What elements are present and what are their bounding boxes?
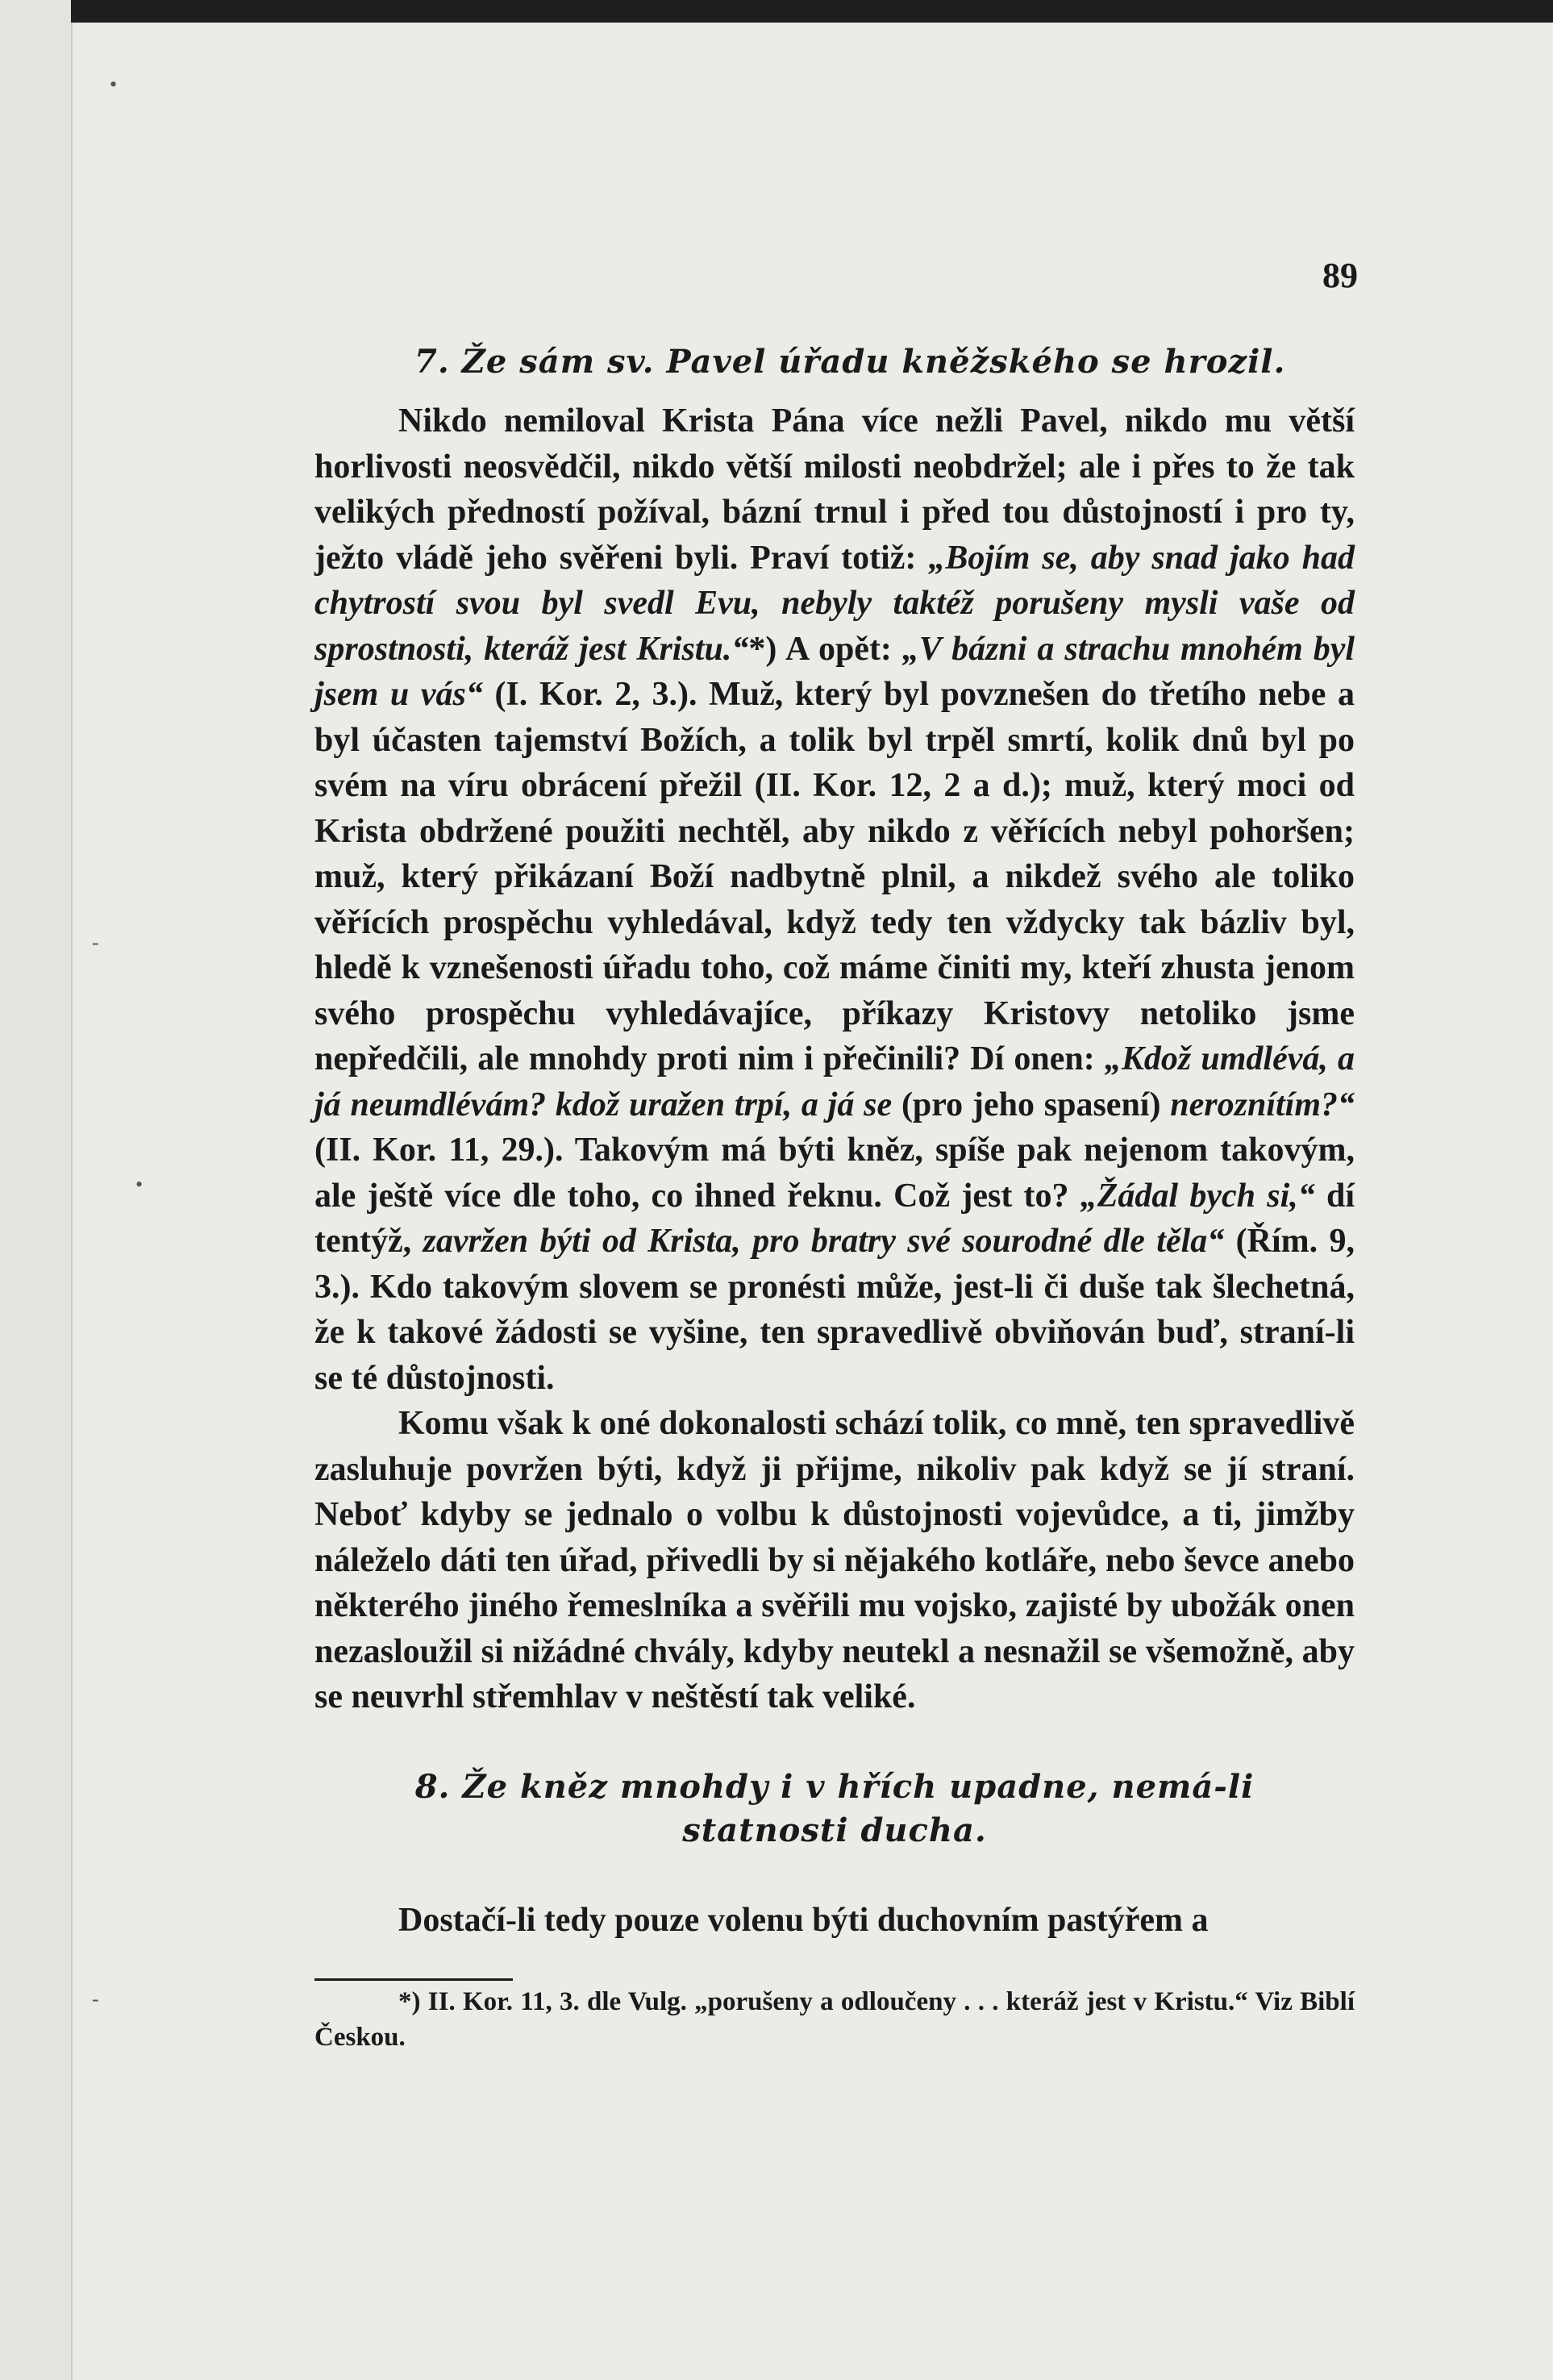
scan-speck: - [92, 1987, 99, 2011]
section-8-paragraph-1: Dostačí-li tedy pouze volenu býti duchovním pastýřem a [398, 1901, 1209, 1939]
body-text: (Řím. 9, 3.). Kdo takovým slovem se pronésti může, jest-li či duše tak šlechetná, že k takové žádosti se vyšine, ten spravedlivě obviňován buď, straní-li se té důstojnosti. [314, 1223, 1355, 1397]
previous-page-edge [0, 0, 71, 2380]
section-7-paragraph-1 [314, 398, 1355, 1401]
body-text: *) A opět: [748, 630, 902, 668]
scan-speck: • [135, 1173, 144, 1196]
page-number: 89 [1322, 256, 1358, 295]
body-text: dí tentýž, [314, 1177, 1355, 1260]
body-text: (II. Kor. 11, 29.). Takovým má býti kněz, spíše pak nejenom takovým, ale ještě více dle toho, co ihned řeknu. Což jest to? [314, 1132, 1355, 1215]
quotation-text: „Žádal bych si,“ [1080, 1177, 1315, 1215]
scan-speck: - [92, 931, 99, 954]
body-text: Nikdo nemiloval Krista Pána více nežli Pavel, nikdo mu větší horlivosti neosvědčil, nikdo větší milosti neobdržel; ale i přes to že tak velikých předností požíval, bázní trnul i před tou důstojností i pro ty, ježto vládě jeho svěřeni byli. Praví totiž: [314, 402, 1355, 577]
quotation-text: „V bázni a strachu mnohém byl jsem u vás“ [314, 630, 1355, 713]
page-content [314, 256, 1358, 2055]
section-7-heading: 7. Že sám sv. Pavel úřadu kněžského se hrozil. [414, 343, 1286, 381]
footnote-rule [314, 1978, 513, 1981]
body-text: (pro jeho spasení) [892, 1086, 1171, 1123]
quotation-text: „Kdož umdlévá, a já neumdlévám? kdož uražen trpí, a já se [314, 1040, 1355, 1123]
quotation-text: zavržen býti od Krista, pro bratry své sourodné dle těla“ [423, 1223, 1225, 1260]
body-text: (I. Kor. 2, 3.). Muž, který byl povznešen do třetího nebe a byl účasten tajemství Božích, a tolik byl trpěl smrtí, kolik dnů byl po svém na víru obrácení přežil (II. Kor. 12, 2 a d.); muž, který moci od Krista obdržené použiti nechtěl, aby nikdo z věřících nebyl pohoršen; muž, který přikázaní Boží nadbytně plnil, a nikdež svého ale toliko věřících prospěchu vyhledával, když tedy ten vždycky tak bázliv byl, hledě k vznešenosti úřadu toho, což máme činiti my, kteří zhusta jenom svého prospěchu vyhledávajíce, příkazy Kristovy netoliko jsme nepředčili, ale mnohdy proti nim i přečinili? Dí onen: [314, 676, 1355, 1077]
section-8-heading: 8. Že kněz mnohdy i v hřích upadne, nemá-li statnosti ducha. [414, 1767, 1255, 1849]
scan-speck: • [110, 73, 118, 96]
footnote: *) II. Kor. 11, 3. dle Vulg. „porušeny a odloučeny . . . kteráž jest v Kristu.“ Viz Biblí Českou. [314, 1987, 1355, 2052]
quotation-text: „Bojím se, aby snad jako had chytrostí svou byl svedl Evu, nebyly taktéž porušeny mysli vaše od sprostnosti, kteráž jest Kristu.“ [314, 539, 1355, 668]
quotation-text: neroznítím?“ [1170, 1086, 1355, 1123]
book-page [71, 23, 1553, 2380]
section-7-paragraph-2: Komu však k oné dokonalosti schází tolik, co mně, ten spravedlivě zasluhuje povržen býti, když ji přijme, nikoliv pak když se jí straní. Neboť kdyby se jednalo o volbu k důstojnosti vojevůdce, a ti, jimžby náleželo dáti ten úřad, přivedli by si nějakého kotláře, nebo ševce anebo některého jiného řemeslníka a svěřili mu vojsko, zajisté by ubožák onen nezasloužil si nižádné chvály, kdyby neutekl a nesnažil se všemožně, aby se neuvrhl střemhlav v neštěstí tak veliké. [314, 1405, 1355, 1715]
